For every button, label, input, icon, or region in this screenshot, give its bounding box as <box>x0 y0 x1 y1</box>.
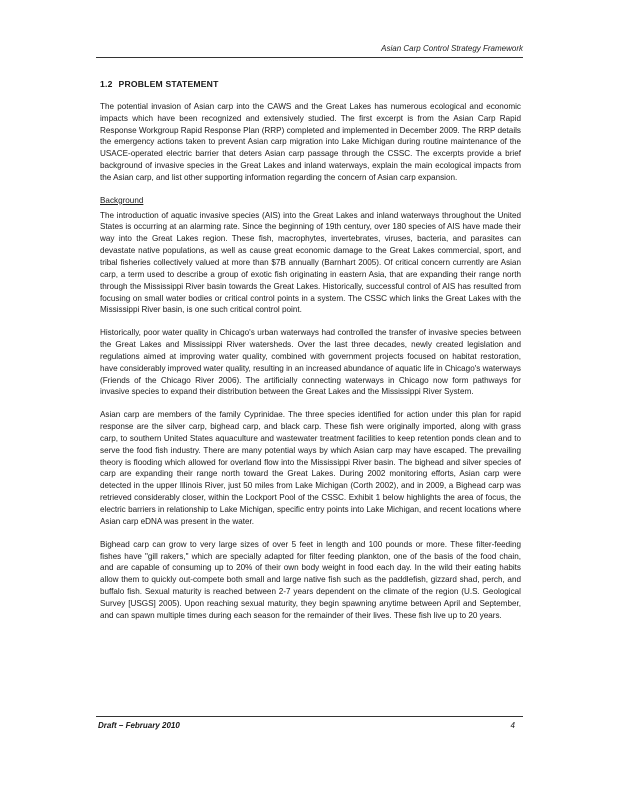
section-heading <box>100 79 521 91</box>
background-heading: Background <box>100 195 144 205</box>
background-paragraph-2: Historically, poor water quality in Chicago's urban waterways had controlled the transfer of invasive species between the Great Lakes and Mississippi River watersheds. Over the last three decades, newly created legislation and regulations aimed at improving water quality, combined with government projects focused on habitat restoration, have considerably improved water quality, resulting in an increased abundance of aquatic life in Chicago's waterways (Friends of the Chicago River 2006). The artificially connecting waterways in Chicago now form pathways for invasive species to expand their distribution between the Great Lakes and the Mississippi River System. <box>100 328 521 397</box>
header-rule <box>96 57 523 58</box>
background-paragraph-1: The introduction of aquatic invasive species (AIS) into the Great Lakes and inland waterways throughout the United States is occurring at an alarming rate. Since the beginning of 19th century, over 180 species of AIS have made their way into the Great Lakes region. These fish, macrophytes, invertebrates, viruses, bacteria, and parasites can devastate native populations, as well as cause great economic damage to the Great Lakes commercial, sport, and tribal fisheries collectively valued at more than $7B annually (Barnhart 2005). Of critical concern currently are Asian carp, a term used to describe a group of exotic fish originating in eastern Asia, that are expanding their range north through the Mississippi River basin towards the Great Lakes. Historically, successful control of AIS has resulted from focusing on small water bodies or critical control points in a system. The CSSC which links the Great Lakes with the Mississippi River basin, is one such critical control point. <box>100 210 521 315</box>
background-paragraph-3: Asian carp are members of the family Cyprinidae. The three species identified for action under this plan for rapid response are the silver carp, bighead carp, and black carp. These fish were originally imported, along with grass carp, to southern United States aquaculture and wastewater treatment facilities to keep retention ponds clean and to serve the food fish industry. There are many potential ways by which Asian carp may have escaped. The prevailing theory is flooding which allowed for overland flow into the Mississippi River basin. The bighead and silver species of carp are expanding their range north toward the Great Lakes. During 2002 monitoring efforts, Asian carp were detected in the upper Illinois River, just 50 miles from Lake Michigan (Corth 2002), and in 2009, a Bighead carp was retrieved considerably closer, within the Lockport Pool of the CSSC. Exhibit 1 below highlights the area of focus, the electric barriers in relationship to Lake Michigan, specific entry points into Lake Michigan, and recent locations where Asian carp eDNA was present in the water. <box>100 410 521 526</box>
section-title: PROBLEM STATEMENT <box>118 79 219 89</box>
background-paragraph-4: Bighead carp can grow to very large sizes of over 5 feet in length and 100 pounds or more. These filter-feeding fishes have "gill rakers," which are specially adapted for filter feeding plankton, one of the basis of the food chain, and are capable of consuming up to 20% of their own body weight in food each day. In the wild their eating habits allow them to quickly out-compete both small and large native fish such as the paddlefish, gizzard shad, perch, and buffalo fish. Sexual maturity is reached between 2-7 years dependent on the climate of the region (U.S. Geological Survey [USGS] 2005). Upon reaching sexual maturity, they begin spawning anytime between April and September, and can spawn multiple times during each season for the remainder of their lives. These fish live up to 20 years. <box>100 539 521 620</box>
footer-draft-date: Draft – February 2010 <box>98 721 180 730</box>
section-number: 1.2 <box>100 79 113 89</box>
intro-paragraph: The potential invasion of Asian carp into the CAWS and the Great Lakes has numerous ecological and economic impacts which have been recognized and extensively studied. The first excerpt is from the Asian Carp Rapid Response Workgroup Rapid Response Plan (RRP) completed and implemented in December 2009. The RRP details the emergency actions taken to prevent Asian carp migration into Lake Michigan during routine maintenance of the USACE-operated electric barrier that deters Asian carp passage through the CSSC. The excerpts provide a brief background of invasive species in the Great Lakes and inland waterways, explain the main ecological impacts from the Asian carp, and list other supporting information regarding the concern of Asian carp expansion. <box>100 101 521 182</box>
page-number: 4 <box>510 721 515 730</box>
main-content <box>100 79 521 633</box>
running-header: Asian Carp Control Strategy Framework <box>381 44 523 53</box>
footer-rule <box>96 716 523 717</box>
